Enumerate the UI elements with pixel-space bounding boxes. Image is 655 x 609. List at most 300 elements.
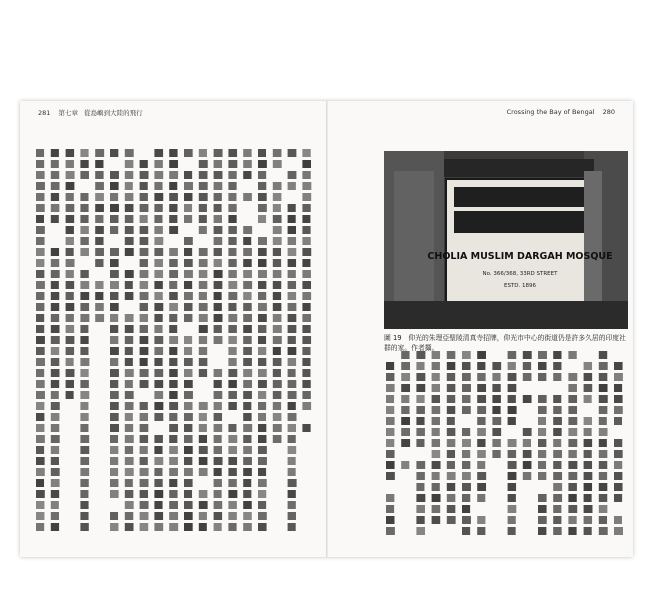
glyph-mark (416, 384, 425, 392)
glyph-mark (110, 336, 118, 344)
glyph-mark (386, 472, 395, 480)
glyph-mark (36, 512, 44, 520)
glyph-mark (273, 435, 282, 443)
glyph-mark (477, 494, 485, 502)
glyph-mark (36, 402, 44, 410)
glyph-mark (140, 435, 148, 443)
glyph-mark (110, 391, 119, 399)
glyph-mark (584, 516, 592, 524)
glyph-mark (228, 380, 236, 388)
glyph-mark (184, 435, 193, 443)
glyph-mark (462, 527, 470, 535)
glyph-mark (477, 439, 485, 447)
glyph-mark (140, 160, 148, 168)
glyph-mark (80, 336, 88, 344)
glyph-mark (184, 413, 193, 421)
glyph-mark (66, 248, 74, 256)
glyph-mark (110, 259, 119, 267)
glyph-mark (184, 369, 192, 377)
glyph-mark (447, 516, 456, 524)
glyph-mark (302, 182, 311, 190)
glyph-mark (228, 314, 237, 322)
glyph-mark (199, 149, 207, 157)
glyph-mark (125, 413, 133, 421)
glyph-mark (199, 160, 208, 168)
glyph-mark (169, 314, 177, 322)
glyph-mark (125, 435, 134, 443)
glyph-mark (416, 461, 425, 469)
glyph-mark (36, 446, 44, 454)
glyph-mark (288, 380, 297, 388)
glyph-mark (125, 193, 134, 201)
glyph-mark (273, 391, 282, 399)
glyph-mark (66, 160, 74, 168)
glyph-mark (154, 171, 163, 179)
glyph-mark (80, 281, 89, 289)
glyph-mark (66, 215, 75, 223)
glyph-mark (584, 395, 592, 403)
glyph-mark (199, 512, 207, 520)
glyph-mark (80, 413, 88, 421)
glyph-mark (477, 417, 485, 425)
glyph-mark (288, 512, 296, 520)
mosque-sign-photo (384, 151, 628, 329)
glyph-mark (462, 428, 470, 436)
glyph-mark (184, 380, 193, 388)
glyph-mark (36, 424, 44, 432)
glyph-mark (36, 149, 44, 157)
glyph-mark (492, 395, 501, 403)
glyph-mark (302, 358, 310, 366)
glyph-mark (154, 314, 162, 322)
glyph-mark (258, 149, 266, 157)
glyph-mark (584, 483, 592, 491)
glyph-mark (273, 259, 281, 267)
glyph-mark (51, 325, 60, 333)
glyph-mark (302, 325, 310, 333)
glyph-mark (302, 171, 310, 179)
glyph-mark (36, 270, 44, 278)
glyph-mark (36, 391, 45, 399)
glyph-mark (508, 439, 517, 447)
glyph-mark (199, 457, 208, 465)
glyph-mark (462, 505, 470, 513)
glyph-mark (154, 413, 163, 421)
glyph-mark (258, 490, 266, 498)
glyph-mark (110, 204, 119, 212)
glyph-mark (36, 358, 45, 366)
glyph-mark (214, 292, 222, 300)
glyph-mark (51, 193, 59, 201)
glyph-mark (184, 468, 193, 476)
glyph-mark (140, 446, 148, 454)
glyph-mark (214, 380, 222, 388)
glyph-mark (125, 347, 133, 355)
glyph-mark (302, 336, 311, 344)
glyph-mark (568, 450, 576, 458)
glyph-mark (492, 373, 500, 381)
glyph-mark (477, 373, 485, 381)
glyph-mark (51, 204, 60, 212)
glyph-mark (125, 479, 133, 487)
glyph-mark (95, 204, 104, 212)
glyph-mark (169, 292, 178, 300)
glyph-mark (51, 457, 59, 465)
left-page-text-block (34, 149, 316, 539)
glyph-mark (447, 373, 455, 381)
glyph-mark (599, 417, 607, 425)
glyph-mark (140, 171, 149, 179)
glyph-mark (214, 193, 222, 201)
glyph-mark (258, 468, 266, 476)
glyph-mark (599, 472, 607, 480)
glyph-mark (51, 402, 60, 410)
glyph-mark (553, 494, 562, 502)
glyph-mark (553, 472, 562, 480)
glyph-mark (154, 193, 163, 201)
glyph-mark (258, 193, 267, 201)
glyph-mark (538, 362, 547, 370)
glyph-mark (36, 160, 44, 168)
glyph-mark (553, 362, 561, 370)
glyph-mark (110, 479, 118, 487)
glyph-mark (154, 512, 163, 520)
glyph-mark (553, 395, 561, 403)
glyph-mark (243, 347, 252, 355)
glyph-mark (243, 490, 251, 498)
glyph-mark (243, 479, 251, 487)
glyph-mark (154, 479, 162, 487)
glyph-mark (243, 171, 251, 179)
glyph-mark (214, 512, 223, 520)
glyph-mark (288, 479, 297, 487)
glyph-mark (553, 373, 561, 381)
glyph-mark (51, 512, 59, 520)
glyph-mark (401, 417, 410, 425)
glyph-mark (584, 505, 593, 513)
glyph-mark (154, 325, 162, 333)
glyph-mark (125, 325, 134, 333)
glyph-mark (184, 479, 193, 487)
glyph-mark (95, 160, 103, 168)
glyph-mark (258, 160, 267, 168)
glyph-mark (302, 149, 310, 157)
glyph-mark (80, 347, 88, 355)
glyph-mark (51, 391, 59, 399)
glyph-mark (568, 461, 577, 469)
glyph-mark (214, 270, 223, 278)
glyph-mark (432, 428, 440, 436)
left-page-number: 281 (38, 109, 51, 117)
glyph-mark (477, 428, 486, 436)
glyph-mark (140, 380, 149, 388)
glyph-mark (288, 171, 297, 179)
glyph-mark (125, 160, 134, 168)
glyph-mark (199, 325, 208, 333)
glyph-mark (199, 424, 207, 432)
glyph-mark (184, 292, 193, 300)
glyph-mark (243, 149, 251, 157)
glyph-mark (386, 461, 395, 469)
glyph-mark (228, 358, 236, 366)
glyph-mark (462, 472, 471, 480)
glyph-mark (154, 358, 162, 366)
glyph-mark (432, 384, 440, 392)
glyph-mark (110, 468, 118, 476)
glyph-mark (184, 204, 192, 212)
glyph-mark (538, 527, 546, 535)
glyph-mark (95, 193, 104, 201)
glyph-mark (538, 450, 546, 458)
glyph-mark (386, 527, 395, 535)
glyph-mark (243, 226, 252, 234)
glyph-mark (140, 204, 149, 212)
glyph-mark (228, 424, 236, 432)
glyph-mark (288, 446, 297, 454)
glyph-mark (184, 402, 193, 410)
glyph-mark (80, 479, 88, 487)
glyph-mark (553, 516, 561, 524)
glyph-mark (228, 391, 237, 399)
glyph-mark (273, 237, 282, 245)
glyph-mark (584, 439, 593, 447)
glyph-mark (273, 160, 282, 168)
glyph-mark (599, 428, 608, 436)
glyph-mark (214, 336, 223, 344)
glyph-mark (140, 468, 149, 476)
glyph-mark (273, 314, 282, 322)
glyph-mark (523, 439, 531, 447)
glyph-mark (169, 193, 178, 201)
glyph-mark (95, 281, 103, 289)
glyph-mark (302, 424, 310, 432)
glyph-mark (432, 472, 440, 480)
glyph-mark (273, 402, 281, 410)
glyph-mark (66, 193, 74, 201)
glyph-mark (110, 325, 118, 333)
glyph-mark (462, 362, 471, 370)
glyph-mark (228, 193, 236, 201)
glyph-mark (80, 171, 89, 179)
glyph-mark (169, 226, 178, 234)
glyph-mark (258, 303, 267, 311)
glyph-mark (258, 281, 266, 289)
glyph-mark (228, 182, 236, 190)
glyph-mark (66, 149, 75, 157)
glyph-mark (36, 259, 44, 267)
glyph-mark (125, 523, 134, 531)
glyph-mark (214, 435, 222, 443)
glyph-mark (110, 149, 118, 157)
glyph-mark (243, 424, 252, 432)
glyph-mark (140, 292, 149, 300)
glyph-mark (140, 259, 148, 267)
glyph-mark (568, 439, 577, 447)
glyph-mark (140, 490, 148, 498)
glyph-mark (447, 395, 455, 403)
glyph-mark (125, 149, 134, 157)
glyph-mark (36, 303, 44, 311)
glyph-mark (66, 303, 75, 311)
glyph-mark (125, 281, 133, 289)
glyph-mark (214, 171, 223, 179)
glyph-mark (169, 149, 177, 157)
glyph-mark (416, 362, 424, 370)
glyph-mark (51, 182, 60, 190)
glyph-mark (447, 384, 456, 392)
glyph-mark (243, 413, 251, 421)
glyph-mark (508, 505, 517, 513)
glyph-mark (80, 501, 88, 509)
glyph-mark (125, 270, 134, 278)
glyph-mark (125, 424, 133, 432)
glyph-mark (154, 391, 163, 399)
glyph-mark (416, 439, 424, 447)
glyph-mark (553, 417, 562, 425)
glyph-mark (302, 215, 310, 223)
glyph-mark (110, 171, 119, 179)
glyph-mark (523, 395, 532, 403)
glyph-mark (508, 417, 516, 425)
glyph-mark (432, 362, 440, 370)
glyph-mark (258, 215, 266, 223)
glyph-mark (401, 428, 410, 436)
glyph-mark (154, 468, 162, 476)
glyph-mark (243, 468, 252, 476)
glyph-mark (462, 483, 471, 491)
glyph-mark (110, 193, 118, 201)
glyph-mark (80, 358, 89, 366)
glyph-mark (614, 439, 622, 447)
glyph-mark (80, 435, 89, 443)
glyph-mark (228, 512, 236, 520)
glyph-mark (447, 450, 455, 458)
glyph-mark (447, 494, 456, 502)
glyph-mark (447, 461, 455, 469)
glyph-mark (199, 204, 207, 212)
glyph-mark (416, 406, 425, 414)
glyph-mark (51, 314, 59, 322)
glyph-mark (273, 215, 282, 223)
glyph-mark (243, 446, 252, 454)
glyph-mark (508, 373, 517, 381)
glyph-mark (184, 182, 193, 190)
glyph-mark (125, 490, 134, 498)
glyph-mark (214, 182, 223, 190)
glyph-mark (36, 369, 44, 377)
glyph-mark (66, 325, 75, 333)
glyph-mark (273, 226, 282, 234)
glyph-mark (288, 369, 296, 377)
glyph-mark (125, 358, 133, 366)
glyph-mark (154, 204, 162, 212)
glyph-mark (36, 171, 45, 179)
glyph-mark (273, 347, 281, 355)
glyph-mark (258, 336, 266, 344)
glyph-mark (243, 336, 251, 344)
glyph-mark (538, 516, 547, 524)
glyph-mark (110, 457, 118, 465)
glyph-mark (184, 149, 193, 157)
glyph-mark (302, 160, 311, 168)
glyph-mark (110, 347, 119, 355)
glyph-mark (584, 494, 592, 502)
glyph-mark (125, 391, 134, 399)
glyph-mark (258, 358, 266, 366)
glyph-mark (110, 512, 118, 520)
glyph-mark (553, 439, 561, 447)
right-page-text-block (384, 351, 628, 541)
glyph-mark (214, 314, 223, 322)
glyph-mark (462, 450, 470, 458)
glyph-mark (258, 171, 266, 179)
glyph-mark (169, 446, 178, 454)
glyph-mark (184, 336, 192, 344)
glyph-mark (169, 391, 177, 399)
glyph-mark (302, 270, 311, 278)
glyph-mark (553, 406, 561, 414)
glyph-mark (401, 406, 409, 414)
glyph-mark (538, 373, 546, 381)
glyph-mark (80, 512, 88, 520)
glyph-mark (614, 417, 622, 425)
glyph-mark (614, 362, 623, 370)
glyph-mark (288, 490, 296, 498)
glyph-mark (584, 450, 592, 458)
glyph-mark (228, 248, 236, 256)
glyph-mark (273, 424, 282, 432)
glyph-mark (140, 479, 149, 487)
glyph-mark (302, 391, 310, 399)
glyph-mark (95, 237, 103, 245)
glyph-mark (228, 270, 236, 278)
glyph-mark (302, 369, 310, 377)
glyph-mark (51, 490, 59, 498)
glyph-mark (273, 380, 282, 388)
glyph-mark (508, 483, 516, 491)
glyph-mark (553, 461, 561, 469)
glyph-mark (140, 182, 148, 190)
glyph-mark (492, 417, 501, 425)
glyph-mark (95, 314, 104, 322)
glyph-mark (614, 406, 623, 414)
glyph-mark (416, 472, 424, 480)
glyph-mark (125, 446, 133, 454)
right-page-number: 280 (602, 108, 615, 116)
glyph-mark (154, 292, 162, 300)
glyph-mark (416, 483, 424, 491)
glyph-mark (51, 292, 59, 300)
glyph-mark (386, 406, 394, 414)
glyph-mark (288, 259, 296, 267)
glyph-mark (184, 490, 192, 498)
glyph-mark (432, 450, 441, 458)
glyph-mark (66, 347, 74, 355)
glyph-mark (492, 406, 500, 414)
glyph-mark (401, 362, 410, 370)
glyph-mark (66, 369, 75, 377)
glyph-mark (214, 501, 223, 509)
glyph-mark (66, 292, 74, 300)
glyph-mark (273, 248, 281, 256)
glyph-mark (66, 171, 75, 179)
glyph-mark (154, 281, 162, 289)
glyph-mark (169, 468, 178, 476)
glyph-mark (584, 384, 593, 392)
glyph-mark (125, 457, 134, 465)
glyph-mark (125, 237, 134, 245)
glyph-mark (302, 226, 310, 234)
